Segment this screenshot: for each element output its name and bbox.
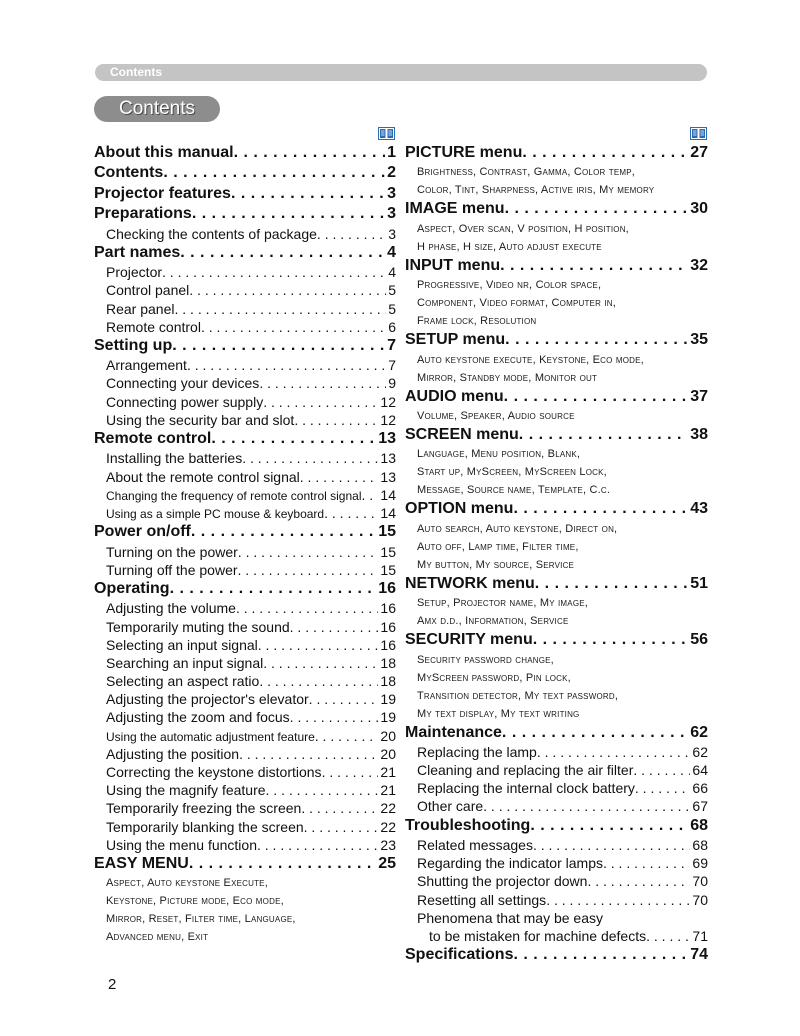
dot-leader: [513, 499, 688, 519]
dot-leader: [533, 630, 688, 650]
page-ref: 68: [692, 837, 708, 854]
summary-line: Advanced menu, Exit: [106, 931, 209, 944]
page-ref: 7: [387, 336, 396, 354]
page-ref: 13: [378, 430, 396, 448]
dot-leader: [239, 745, 378, 763]
entry-title: Cleaning and replacing the air filter: [417, 762, 634, 779]
dot-leader: [505, 199, 689, 219]
dot-leader: [170, 579, 377, 599]
page-ref: 62: [690, 723, 708, 741]
toc-entry-turning-on-the-power[interactable]: [94, 543, 396, 561]
page-ref: 27: [690, 144, 708, 161]
page-ref: 19: [380, 709, 396, 726]
dot-leader: [192, 204, 385, 224]
entry-title: Using the security bar and slot: [106, 411, 295, 428]
toc-entry-turning-off-the-power[interactable]: [94, 561, 396, 579]
page-ref: 15: [380, 561, 396, 578]
dot-leader: [231, 184, 385, 204]
page-ref: 2: [387, 164, 396, 182]
toc-section-troubleshooting[interactable]: [405, 816, 708, 836]
dot-leader: [635, 779, 691, 797]
entry-title: IMAGE menu: [405, 200, 505, 218]
page-ref: 64: [692, 762, 708, 779]
page-ref: 67: [692, 798, 708, 815]
toc-entry-arrangement[interactable]: [94, 356, 396, 374]
page-ref: 12: [380, 393, 396, 410]
summary-line: Volume, Speaker, Audio source: [417, 409, 575, 422]
dot-leader: [502, 723, 688, 743]
entry-title: Using the automatic adjustment feature: [106, 729, 315, 744]
entry-title: Resetting all settings: [417, 891, 547, 908]
entry-title: Projector: [106, 264, 163, 281]
entry-title: Changing the frequency of remote control signal: [106, 488, 362, 503]
entry-title: Installing the batteries: [106, 450, 243, 467]
page-ref: 4: [387, 243, 396, 261]
dot-leader: [201, 318, 386, 336]
menu-item-summary: [405, 594, 708, 630]
entry-title: Adjusting the projector's elevator: [106, 691, 309, 708]
dot-leader: [646, 927, 690, 945]
dot-leader: [258, 636, 379, 654]
dot-leader: [322, 763, 379, 781]
page-ref: 23: [380, 836, 396, 853]
summary-line: Mirror, Reset, Filter time, Language,: [106, 913, 296, 926]
toc-section-network-menu[interactable]: [405, 574, 708, 594]
menu-item-summary: [405, 163, 708, 199]
toc-entry-resetting-all-settings[interactable]: [405, 891, 708, 909]
entry-title: Turning on the power: [106, 543, 238, 560]
entry-title: SETUP menu: [405, 331, 506, 349]
toc-section-about-this-manual[interactable]: [94, 143, 396, 163]
entry-title: Contents: [94, 164, 164, 182]
entry-title: Rear panel: [106, 300, 175, 317]
page-ref: 32: [690, 256, 708, 274]
summary-line: Transition detector, My text password,: [417, 689, 619, 702]
toc-section-setting-up[interactable]: [94, 336, 396, 356]
page-ref: 16: [380, 618, 396, 635]
dot-leader: [505, 330, 688, 350]
summary-line: Security password change,: [417, 653, 554, 666]
entry-title: Using the menu function: [106, 836, 257, 853]
dot-leader: [234, 143, 386, 163]
dot-leader: [172, 336, 385, 356]
toc-entry-adjusting-the-volume[interactable]: [94, 599, 396, 617]
dot-leader: [163, 163, 385, 183]
page-ref: 3: [388, 225, 396, 242]
toc-entry-rear-panel[interactable]: [94, 300, 396, 318]
entry-title: SECURITY menu: [405, 631, 533, 649]
toc-entry-about-the-remote-control-signal[interactable]: [94, 468, 396, 486]
toc-section-security-menu[interactable]: [405, 630, 708, 650]
dot-leader: [362, 486, 379, 504]
dot-leader: [211, 429, 376, 449]
page-ref: 69: [692, 855, 708, 872]
dot-leader: [191, 522, 376, 542]
toc-section-contents[interactable]: [94, 163, 396, 183]
page-ref: 37: [690, 387, 708, 405]
entry-title: About this manual: [94, 144, 234, 161]
dot-leader: [546, 891, 690, 909]
entry-title: Replacing the lamp: [417, 743, 537, 760]
dot-leader: [519, 425, 688, 445]
toc-entry-adjusting-the-projector-s-elevator[interactable]: [94, 690, 396, 708]
dot-leader: [236, 599, 378, 617]
dot-leader: [290, 708, 379, 726]
toc-entry-control-panel[interactable]: [94, 281, 396, 299]
page-ref: 21: [380, 782, 396, 799]
dot-leader: [294, 411, 378, 429]
header-bar-label: Contents: [110, 65, 162, 79]
dot-leader: [187, 356, 386, 374]
toc-section-option-menu[interactable]: [405, 499, 708, 519]
dot-leader: [513, 945, 688, 965]
page-ref: 51: [690, 574, 708, 592]
dot-leader: [189, 854, 376, 874]
dot-leader: [238, 543, 379, 561]
dot-leader: [309, 690, 379, 708]
toc-entry-using-the-security-bar-and-slot[interactable]: [94, 411, 396, 429]
menu-item-summary: [405, 520, 708, 574]
summary-line: Progressive, Video nr, Color space,: [417, 279, 602, 292]
page-ref: 5: [388, 300, 396, 317]
toc-entry-shutting-the-projector-down[interactable]: [405, 872, 708, 890]
page-ref: 15: [380, 543, 396, 560]
toc-right-column: [405, 143, 708, 966]
toc-entry-cleaning-and-replacing-the-air-filter[interactable]: [405, 761, 708, 779]
page-ref: 15: [378, 523, 396, 541]
summary-line: My text display, My text writing: [417, 707, 580, 720]
dot-leader: [266, 781, 379, 799]
dot-leader: [290, 618, 379, 636]
dot-leader: [533, 836, 690, 854]
entry-title: Power on/off: [94, 523, 191, 541]
dot-leader: [238, 561, 379, 579]
entry-title: OPTION menu: [405, 500, 514, 518]
toc-entry-changing-the-frequency-of-remote-control-signal[interactable]: [94, 486, 396, 504]
toc-entry-projector[interactable]: [94, 263, 396, 281]
entry-title: Projector features: [94, 184, 231, 202]
toc-section-audio-menu[interactable]: [405, 387, 708, 407]
dot-leader: [535, 574, 688, 594]
page-number: 2: [108, 976, 117, 993]
page-ref: 7: [388, 357, 396, 374]
page-ref: 71: [692, 927, 708, 944]
page-ref: 14: [380, 486, 396, 503]
page-ref: 13: [380, 450, 396, 467]
page-ref: 22: [380, 818, 396, 835]
page-ref: 13: [380, 468, 396, 485]
dot-leader: [304, 818, 379, 836]
toc-section-remote-control[interactable]: [94, 429, 396, 449]
entry-title: About the remote control signal: [106, 468, 300, 485]
entry-title: Arrangement: [106, 357, 187, 374]
toc-entry-connecting-your-devices[interactable]: [94, 374, 396, 392]
dot-leader: [263, 393, 378, 411]
entry-title: Part names: [94, 243, 181, 261]
toc-section-input-menu[interactable]: [405, 256, 708, 276]
summary-line: Keystone, Picture mode, Eco mode,: [106, 895, 284, 908]
summary-line: Start up, MyScreen, MyScreen Lock,: [417, 466, 607, 479]
page-ref: 70: [692, 873, 708, 890]
menu-item-summary: [405, 651, 708, 723]
page-ref: 20: [380, 745, 396, 762]
dot-leader: [162, 263, 386, 281]
summary-line: Mirror, Standby mode, Monitor out: [417, 371, 598, 384]
toc-left-column: [94, 143, 396, 946]
entry-title: Remote control: [94, 430, 212, 448]
summary-line: Frame lock, Resolution: [417, 315, 537, 328]
dot-leader: [175, 300, 387, 318]
page-ref: 16: [380, 636, 396, 653]
entry-title: Connecting power supply: [106, 393, 264, 410]
summary-line: MyScreen password, Pin lock,: [417, 671, 571, 684]
entry-title: SCREEN menu: [405, 425, 519, 443]
toc-entry-temporarily-blanking-the-screen[interactable]: [94, 818, 396, 836]
dot-leader: [522, 143, 688, 163]
dot-leader: [263, 654, 378, 672]
entry-title: Phenomena that may be easy: [417, 909, 604, 926]
dot-leader: [537, 743, 691, 761]
entry-title: Adjusting the position: [106, 745, 240, 762]
page-ref: 1: [387, 144, 396, 161]
summary-line: H phase, H size, Auto adjust execute: [417, 240, 602, 253]
menu-item-summary: [405, 445, 708, 499]
page-ref: 43: [690, 500, 708, 518]
dot-leader: [504, 387, 689, 407]
toc-entry-phenomena-that-may-be-easy[interactable]: [405, 909, 708, 927]
entry-title: Adjusting the volume: [106, 600, 236, 617]
entry-title: Maintenance: [405, 723, 502, 741]
entry-title: Correcting the keystone distortions: [106, 764, 322, 781]
dot-leader: [500, 256, 688, 276]
summary-line: Setup, Projector name, My image,: [417, 597, 589, 610]
dot-leader: [483, 797, 690, 815]
toc-entry-adjusting-the-position[interactable]: [94, 745, 396, 763]
entry-title: Using as a simple PC mouse & keyboard: [106, 506, 325, 521]
page-ref: 66: [692, 780, 708, 797]
dot-leader: [530, 816, 688, 836]
page-ref: 56: [690, 631, 708, 649]
menu-item-summary: [405, 407, 708, 425]
toc-entry-remote-control[interactable]: [94, 318, 396, 336]
toc-section-part-names[interactable]: [94, 243, 396, 263]
menu-item-summary: [405, 351, 708, 387]
toc-section-image-menu[interactable]: [405, 199, 708, 219]
entry-title: Using the magnify feature: [106, 782, 266, 799]
header-bar: [95, 64, 707, 81]
page-ref: 6: [388, 318, 396, 335]
entry-title: to be mistaken for machine defects: [429, 927, 647, 944]
dot-leader: [259, 672, 378, 690]
summary-line: Brightness, Contrast, Gamma, Color temp,: [417, 166, 636, 179]
book-icon: [690, 127, 707, 140]
entry-title: Connecting your devices: [106, 375, 260, 392]
toc-entry-temporarily-muting-the-sound[interactable]: [94, 618, 396, 636]
page-ref: 35: [690, 331, 708, 349]
page-ref: 18: [380, 673, 396, 690]
dot-leader: [180, 243, 385, 263]
page-ref: 3: [387, 205, 396, 223]
page-ref: 22: [380, 800, 396, 817]
dot-leader: [300, 468, 379, 486]
entry-title: Troubleshooting: [405, 816, 531, 834]
page-ref: 16: [380, 600, 396, 617]
summary-line: Component, Video format, Computer in,: [417, 297, 616, 310]
entry-title: NETWORK menu: [405, 574, 535, 592]
entry-title: Regarding the indicator lamps: [417, 855, 603, 872]
entry-title: Replacing the internal clock battery: [417, 780, 635, 797]
toc-section-projector-features[interactable]: [94, 184, 396, 204]
page-ref: 62: [692, 743, 708, 760]
entry-title: Remote control: [106, 318, 201, 335]
summary-line: Message, Source name, Template, C.c.: [417, 484, 611, 497]
entry-title: Shutting the projector down: [417, 873, 588, 890]
toc-entry-replacing-the-internal-clock-battery[interactable]: [405, 779, 708, 797]
dot-leader: [242, 449, 378, 467]
entry-title: EASY MENU: [94, 854, 189, 872]
dot-leader: [315, 727, 379, 745]
entry-title: Temporarily freezing the screen: [106, 800, 302, 817]
page-ref: 9: [388, 375, 396, 392]
entry-title: Checking the contents of package: [106, 225, 317, 242]
summary-line: Aspect, Auto keystone Execute,: [106, 877, 268, 890]
entry-title: Specifications: [405, 946, 514, 964]
toc-entry-selecting-an-aspect-ratio[interactable]: [94, 672, 396, 690]
toc-entry-to-be-mistaken-for-machine-defects[interactable]: [405, 927, 708, 945]
summary-line: Auto off, Lamp time, Filter time,: [417, 540, 579, 553]
entry-title: PICTURE menu: [405, 144, 523, 161]
entry-title: Related messages: [417, 837, 533, 854]
summary-line: Auto keystone execute, Keystone, Eco mode,: [417, 353, 644, 366]
entry-title: Searching an input signal: [106, 654, 264, 671]
summary-line: Auto search, Auto keystone, Direct on,: [417, 522, 618, 535]
entry-title: AUDIO menu: [405, 387, 504, 405]
summary-line: Language, Menu position, Blank,: [417, 448, 581, 461]
toc-section-picture-menu[interactable]: [405, 143, 708, 163]
page-ref: 16: [378, 579, 396, 597]
toc-entry-using-the-menu-function[interactable]: [94, 836, 396, 854]
entry-title: Selecting an input signal: [106, 636, 258, 653]
toc-section-screen-menu[interactable]: [405, 425, 708, 445]
toc-section-easy-menu[interactable]: [94, 854, 396, 874]
dot-leader: [587, 872, 690, 890]
page-ref: 68: [690, 816, 708, 834]
toc-section-preparations[interactable]: [94, 204, 396, 224]
toc-entry-searching-an-input-signal[interactable]: [94, 654, 396, 672]
book-icon: [378, 127, 395, 140]
page-ref: 3: [387, 184, 396, 202]
toc-entry-using-the-automatic-adjustment-feature[interactable]: [94, 727, 396, 745]
menu-item-summary: [405, 220, 708, 256]
page-title: Contents: [94, 96, 220, 122]
toc-section-maintenance[interactable]: [405, 723, 708, 743]
toc-section-power-on-off[interactable]: [94, 522, 396, 542]
toc-entry-related-messages[interactable]: [405, 836, 708, 854]
summary-line: My button, My source, Service: [417, 558, 575, 571]
page-ref: 20: [380, 727, 396, 744]
toc-entry-checking-the-contents-of-package[interactable]: [94, 225, 396, 243]
menu-item-summary: [405, 276, 708, 330]
page-ref: 5: [388, 282, 396, 299]
summary-line: Amx d.d., Information, Service: [417, 615, 569, 628]
page-ref: 19: [380, 691, 396, 708]
dot-leader: [189, 281, 386, 299]
entry-title: Adjusting the zoom and focus: [106, 709, 290, 726]
page-ref: 21: [380, 764, 396, 781]
toc-entry-replacing-the-lamp[interactable]: [405, 743, 708, 761]
toc-entry-installing-the-batteries[interactable]: [94, 449, 396, 467]
toc-entry-connecting-power-supply[interactable]: [94, 393, 396, 411]
summary-line: Aspect, Over scan, V position, H position,: [417, 222, 629, 235]
toc-entry-using-the-magnify-feature[interactable]: [94, 781, 396, 799]
entry-title: Temporarily blanking the screen: [106, 818, 304, 835]
dot-leader: [257, 836, 378, 854]
toc-section-specifications[interactable]: [405, 945, 708, 965]
entry-title: INPUT menu: [405, 256, 501, 274]
page-ref: 70: [692, 891, 708, 908]
page-ref: 4: [388, 264, 396, 281]
toc-entry-temporarily-freezing-the-screen[interactable]: [94, 799, 396, 817]
page-ref: 25: [378, 854, 396, 872]
summary-line: Color, Tint, Sharpness, Active iris, My memory: [417, 184, 655, 197]
entry-title: Operating: [94, 579, 170, 597]
dot-leader: [301, 799, 378, 817]
entry-title: Selecting an aspect ratio: [106, 673, 260, 690]
entry-title: Temporarily muting the sound: [106, 618, 290, 635]
toc-entry-correcting-the-keystone-distortions[interactable]: [94, 763, 396, 781]
toc-entry-other-care[interactable]: [405, 797, 708, 815]
page-ref: 38: [690, 425, 708, 443]
entry-title: Preparations: [94, 205, 192, 223]
dot-leader: [259, 374, 386, 392]
entry-title: Other care: [417, 798, 484, 815]
entry-title: Turning off the power: [106, 561, 238, 578]
toc-entry-adjusting-the-zoom-and-focus[interactable]: [94, 708, 396, 726]
toc-entry-using-as-a-simple-pc-mouse-keyboard[interactable]: [94, 504, 396, 522]
dot-leader: [633, 761, 690, 779]
toc-entry-selecting-an-input-signal[interactable]: [94, 636, 396, 654]
page-ref: 30: [690, 200, 708, 218]
entry-title: Control panel: [106, 282, 190, 299]
entry-title: Setting up: [94, 336, 173, 354]
page-ref: 14: [380, 504, 396, 521]
dot-leader: [324, 504, 378, 522]
toc-section-operating[interactable]: [94, 579, 396, 599]
menu-item-summary: [94, 874, 396, 946]
page-ref: 18: [380, 654, 396, 671]
toc-entry-regarding-the-indicator-lamps[interactable]: [405, 854, 708, 872]
page-ref: 74: [690, 946, 708, 964]
page-ref: 12: [380, 411, 396, 428]
dot-leader: [317, 225, 386, 243]
dot-leader: [603, 854, 690, 872]
toc-section-setup-menu[interactable]: [405, 330, 708, 350]
